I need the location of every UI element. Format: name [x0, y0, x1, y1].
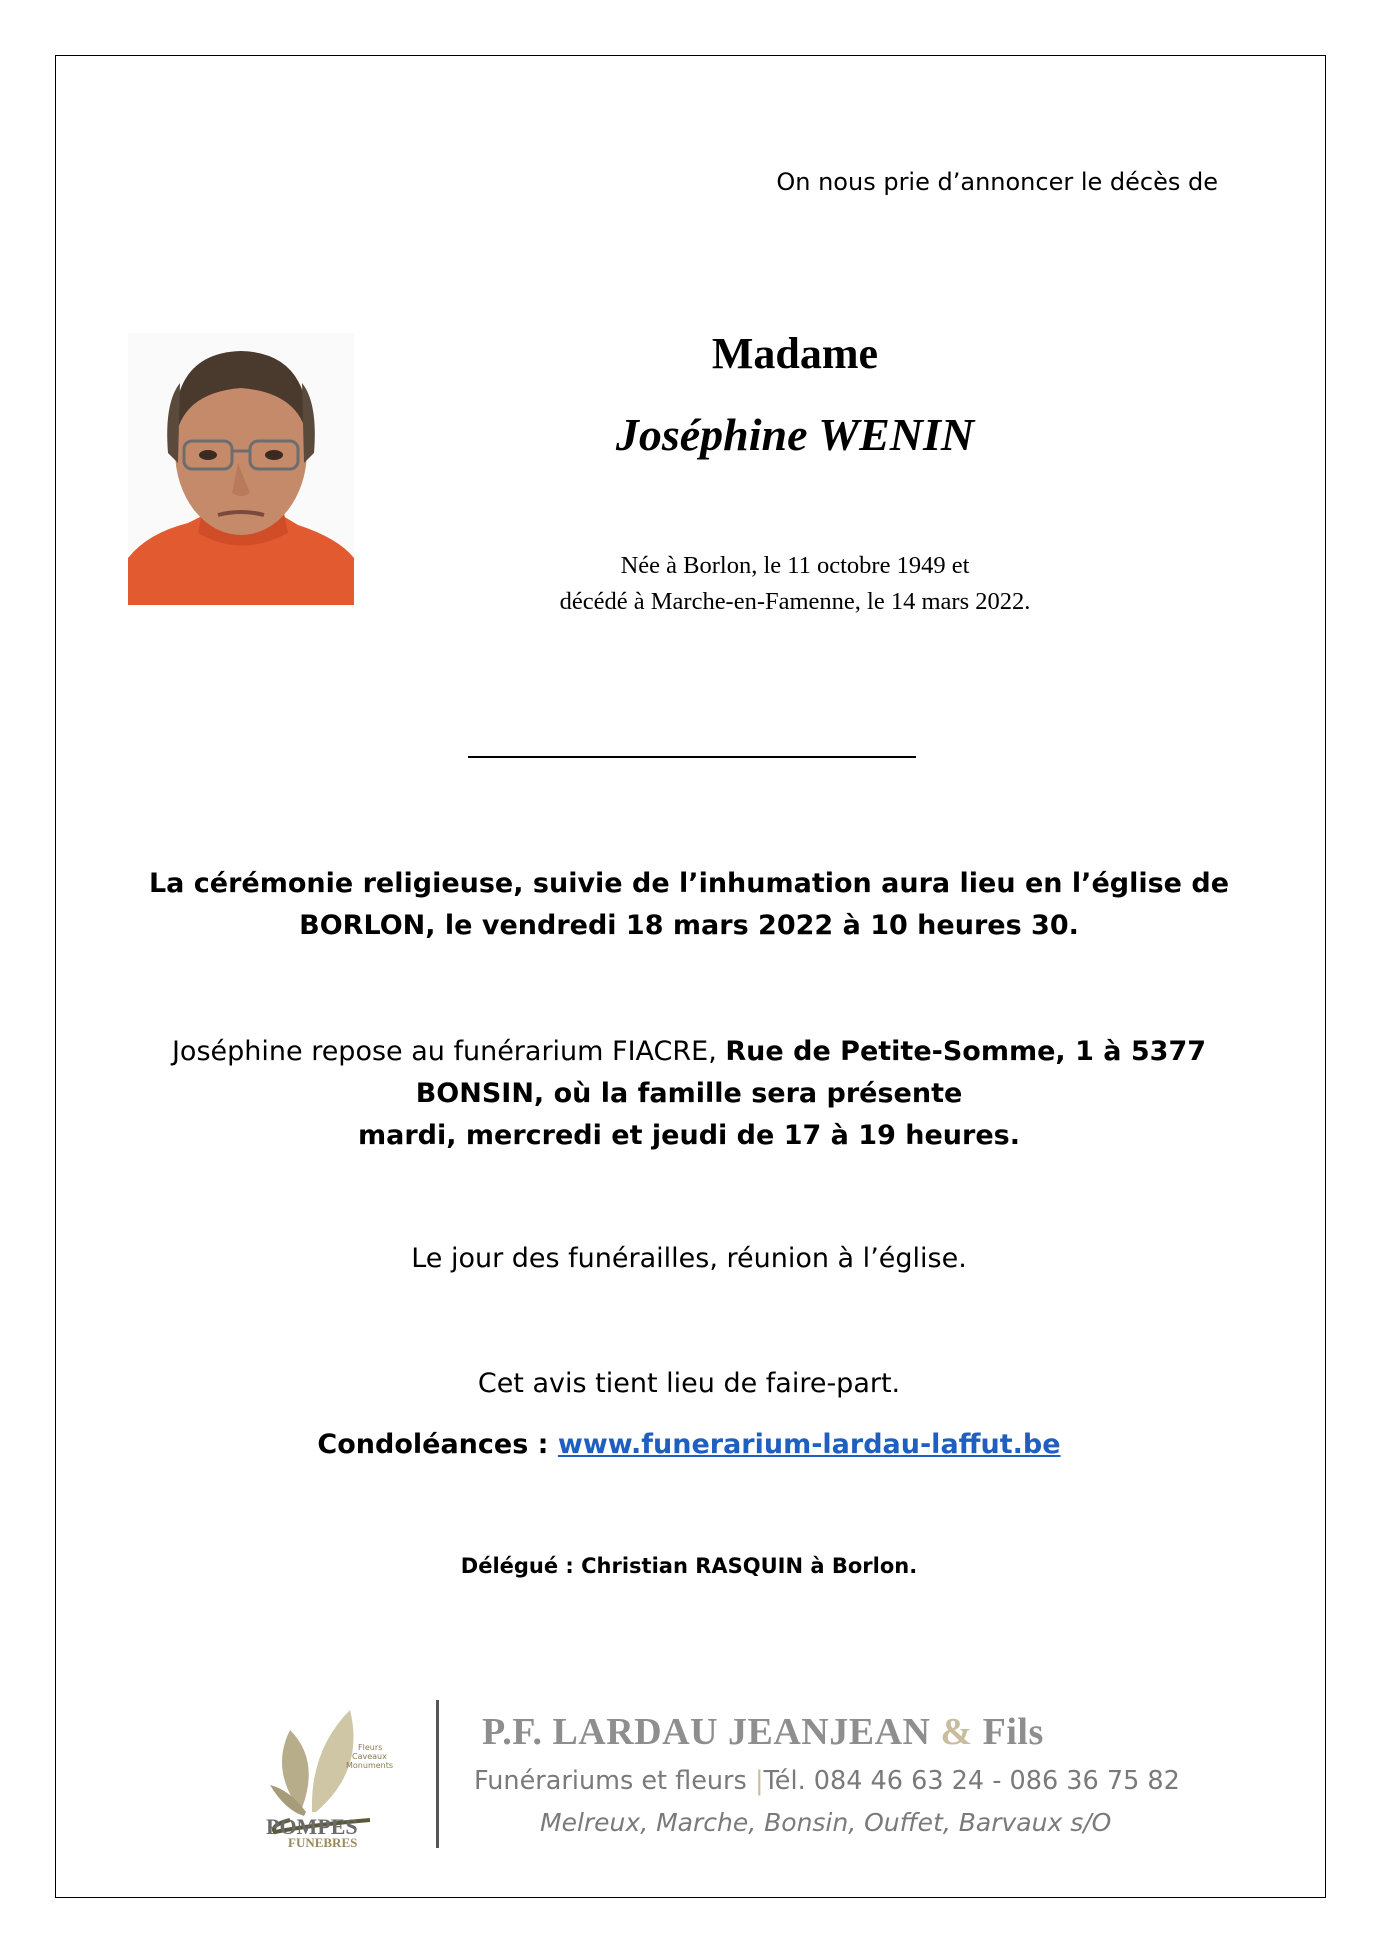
ceremony-line-1: La cérémonie religieuse, suivie de l’inhumation aura lieu en l’église de [148, 868, 1230, 899]
leaf-logo-icon [230, 1700, 430, 1850]
death-line: décédé à Marche-en-Famenne, le 14 mars 2022. [559, 588, 1031, 615]
logo-small-text-2: Caveaux [352, 1752, 387, 1761]
condolences-line [0, 1424, 1378, 1466]
rest-line-2: BONSIN, où la famille sera présente [415, 1078, 963, 1109]
honorific-title: Madame [711, 329, 879, 378]
pompes-funebres-logo [230, 1700, 430, 1850]
logo-small-text-3: Monuments [346, 1761, 394, 1770]
pipe-separator: | [754, 1766, 764, 1796]
condolences-label: Condoléances : [317, 1429, 558, 1460]
funerarium-info [0, 1031, 1378, 1157]
firm-services-phone [474, 1766, 1180, 1796]
birth-line: Née à Borlon, le 11 octobre 1949 et [620, 552, 970, 579]
logo-small-text-1: Fleurs [358, 1743, 383, 1752]
ceremony-line-2: BORLON, le vendredi 18 mars 2022 à 10 heures 30. [299, 910, 1079, 941]
notice-text: Cet avis tient lieu de faire-part. [477, 1368, 901, 1399]
funeral-home-footer [230, 1700, 1180, 1850]
rest-part-1: Joséphine repose au funérarium FIACRE, [171, 1036, 726, 1067]
ceremony-info [0, 863, 1378, 947]
firm-fils: Fils [982, 1711, 1044, 1753]
firm-name-main: P.F. LARDAU JEANJEAN [482, 1711, 931, 1753]
rest-address: Rue de Petite-Somme, 1 à 5377 [725, 1036, 1207, 1067]
firm-phone: Tél. 084 46 63 24 - 086 36 75 82 [763, 1766, 1180, 1796]
rest-line-3: mardi, mercredi et jeudi de 17 à 19 heures. [358, 1120, 1020, 1151]
separator-line [468, 756, 916, 758]
intro-text: On nous prie d’annoncer le décès de [776, 168, 1218, 196]
condolences-link[interactable]: www.funerarium-lardau-laffut.be [557, 1429, 1061, 1460]
firm-name [482, 1710, 1044, 1754]
delegate-info: Délégué : Christian RASQUIN à Borlon. [460, 1554, 918, 1578]
meeting-info: Le jour des funérailles, réunion à l’église. [411, 1243, 967, 1274]
firm-services: Funérariums et fleurs [474, 1766, 747, 1796]
deceased-name: Joséphine WENIN [615, 409, 975, 460]
firm-ampersand: & [940, 1711, 973, 1753]
footer-divider [436, 1700, 439, 1848]
logo-text-bottom: FUNEBRES [288, 1835, 358, 1850]
birth-death-info [0, 548, 1378, 620]
logo-text-top: POMPES [266, 1814, 358, 1839]
firm-locations: Melreux, Marche, Bonsin, Ouffet, Barvaux s/O [540, 1808, 1112, 1837]
